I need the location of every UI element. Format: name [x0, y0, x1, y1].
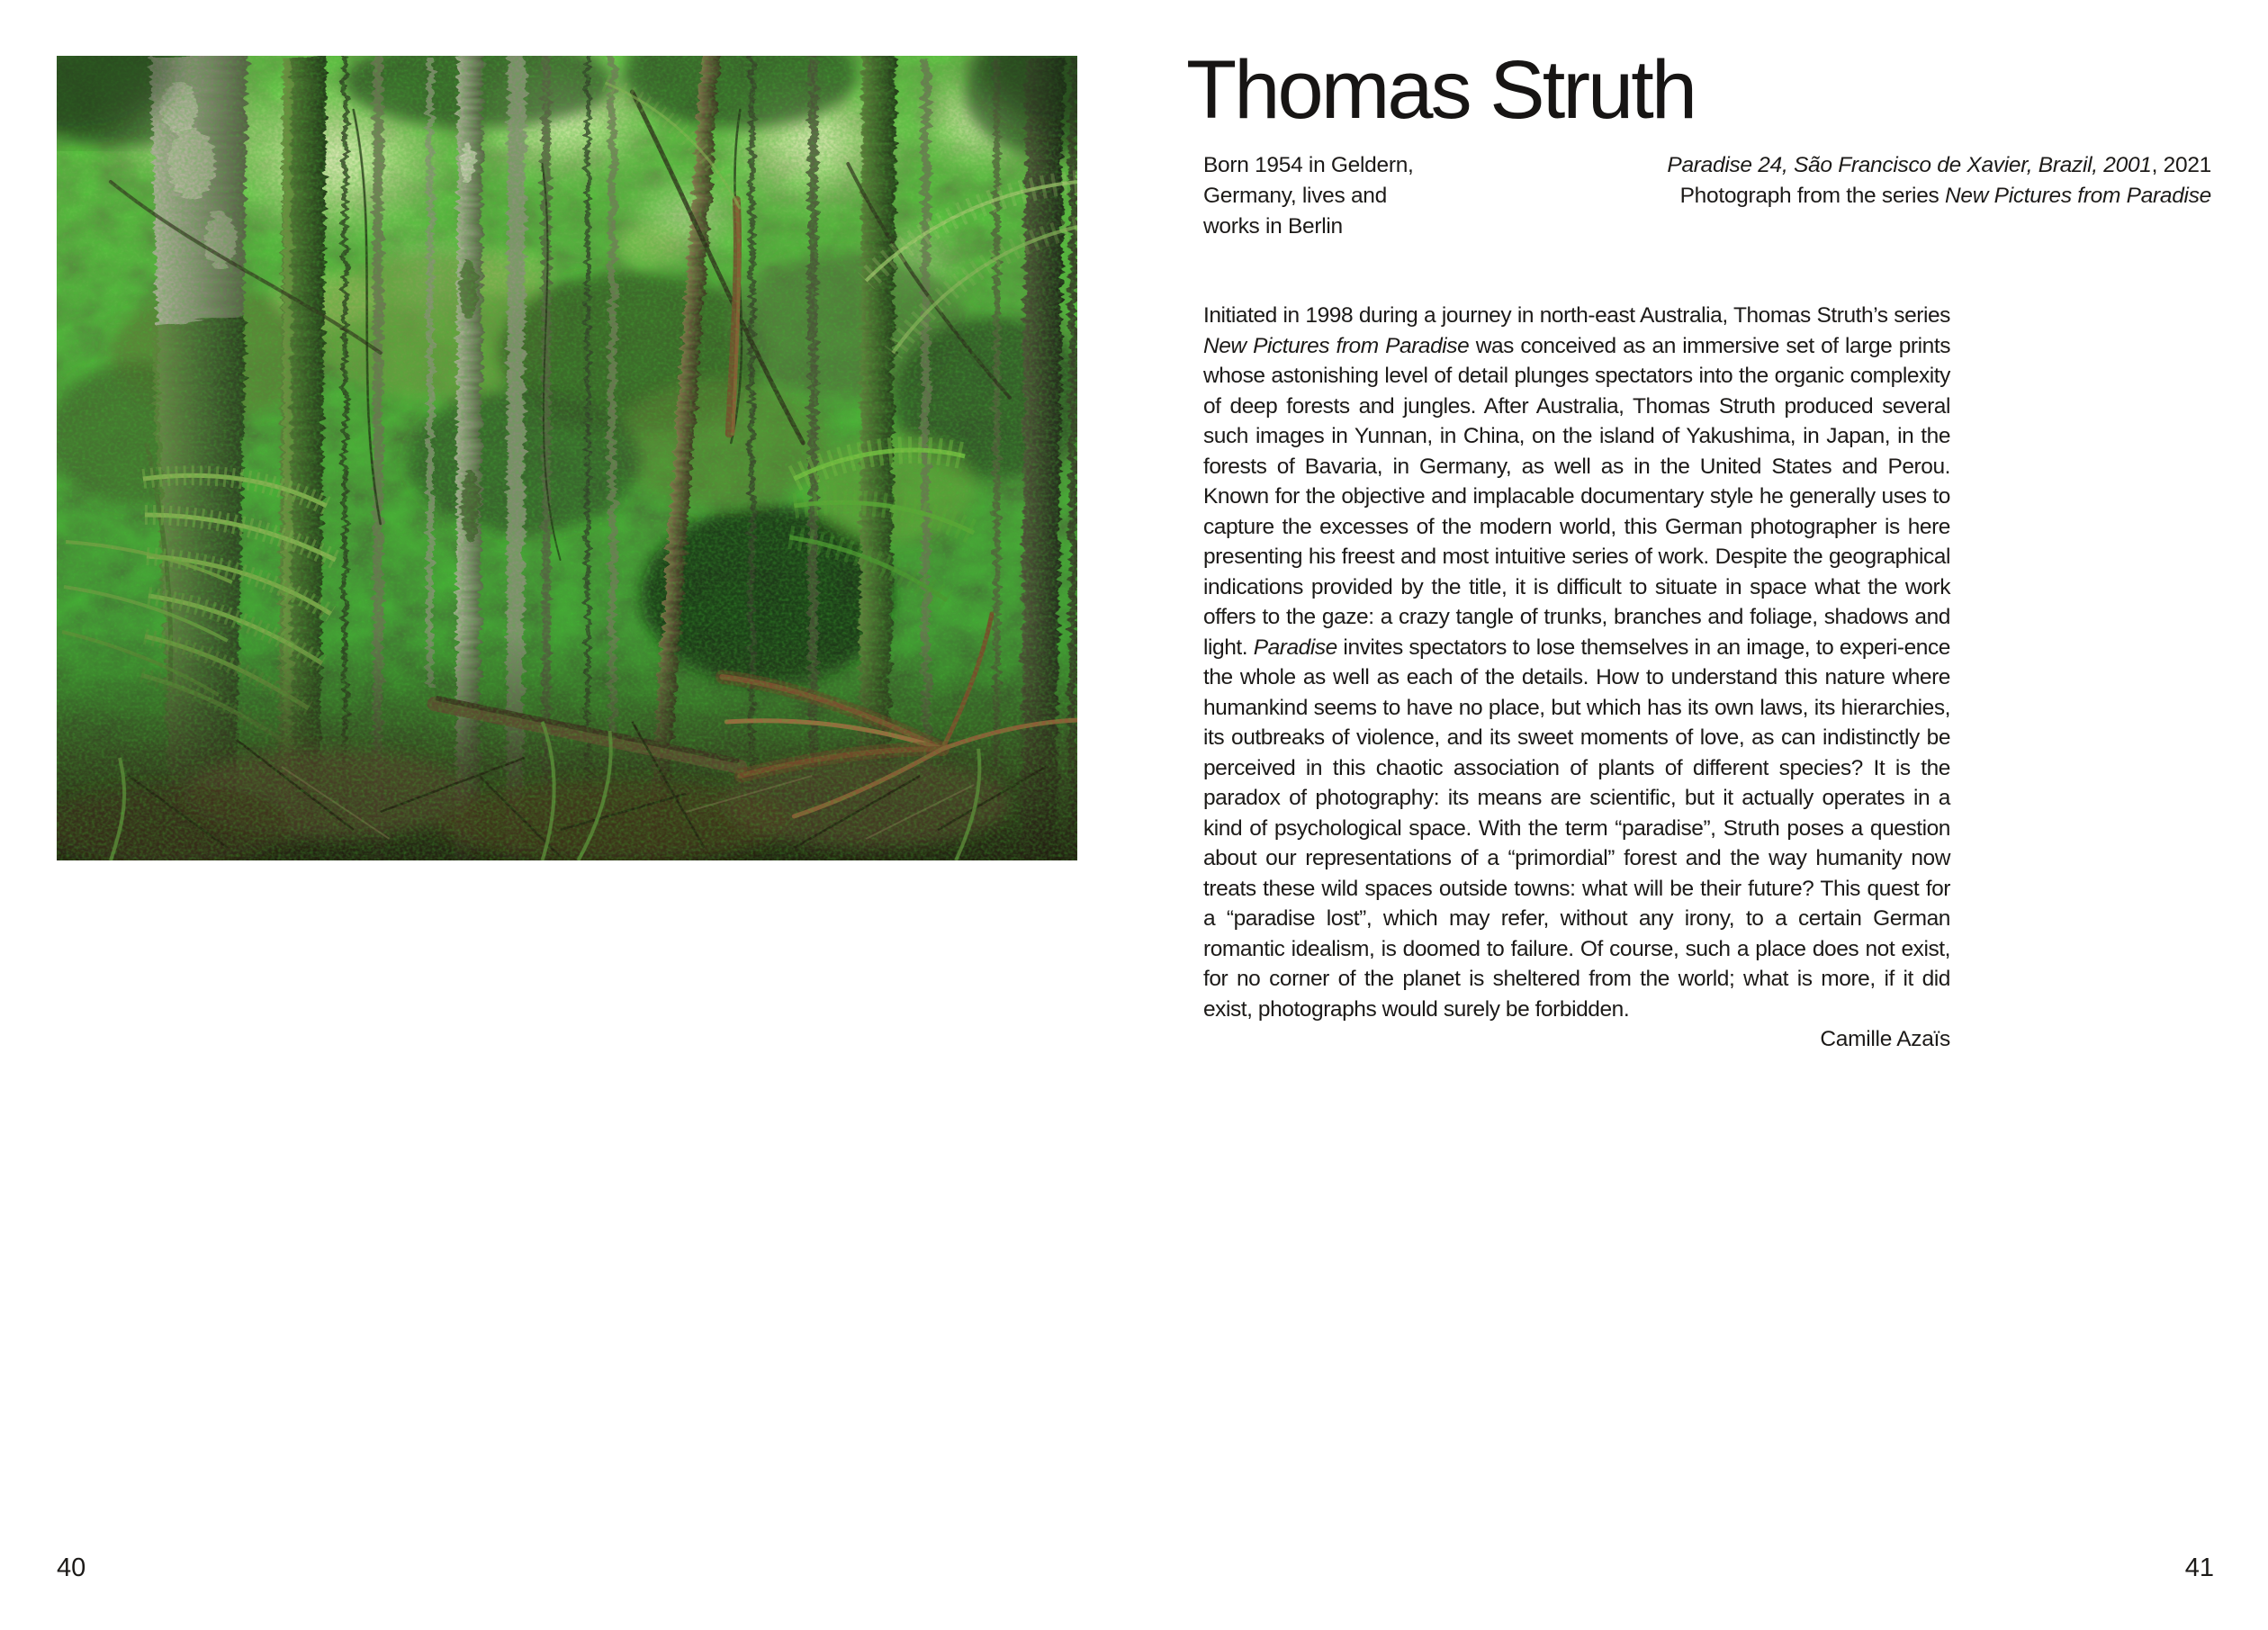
- page-number-right: 41: [2184, 1553, 2214, 1582]
- essay-author: Camille Azaïs: [1820, 1027, 1950, 1051]
- essay: [1203, 301, 1950, 1055]
- essay-text: Initiated in 1998 during a journey in north-east Australia, Thomas Struth’s series New Pictures from Paradise was conceived as an immersive set of large prints whose astonishing level of detail plunges spectators into the organic complexity of deep forests and jungles. After Australia, Thomas Struth produced several such images in Yunnan, in China, on the island of Yakushima, in Japan, in the forests of Bavaria, in Germany, as well as in the United States and Perou. Known for the objective and implacable documentary style he generally uses to capture the excesses of the modern world, this German photographer is here presenting his freest and most intuitive series of work. Despite the geographical indications provided by the title, it is difficult to situate in space what the work offers to the gaze: a crazy tangle of trunks, branches and foliage, shadows and light. Paradise invites spectators to lose themselves in an image, to experi-ence the whole as well as each of the details. How to understand this nature where humankind seems to have no place, but which has its own laws, its hierarchies, its outbreaks of violence, and its sweet moments of love, as can indistinctly be perceived in this chaotic association of plants of different species? It is the paradox of photography: its means are scientific, but it actually operates in a kind of psychological space. With the term “paradise”, Struth poses a question about our representations of a “primordial” forest and the way humanity now treats these wild spaces outside towns: what will be their future? This quest for a “paradise lost”, which may refer, without any irony, to a certain German romantic idealism, is doomed to failure. Of course, such a place does not exist, for no corner of the planet is sheltered from the world; what is more, if it did exist, photographs would surely be forbidden.: [1203, 303, 1950, 1022]
- bio-line: works in Berlin: [1203, 214, 1343, 239]
- caption-line-1: Paradise 24, São Francisco de Xavier, Brazil, 2001, 2021: [1667, 153, 2211, 177]
- page-number-left: 40: [57, 1553, 86, 1582]
- caption-line-2: Photograph from the series New Pictures from Paradise: [1679, 184, 2211, 208]
- artwork-photo: [57, 56, 1077, 860]
- artwork-caption: [1667, 150, 2211, 212]
- artist-title: Thomas Struth: [1186, 44, 1696, 136]
- artist-bio: [1203, 150, 1414, 242]
- bio-line: Born 1954 in Geldern,: [1203, 153, 1414, 177]
- jungle-photo-illustration: [57, 56, 1077, 860]
- bio-line: Germany, lives and: [1203, 184, 1387, 208]
